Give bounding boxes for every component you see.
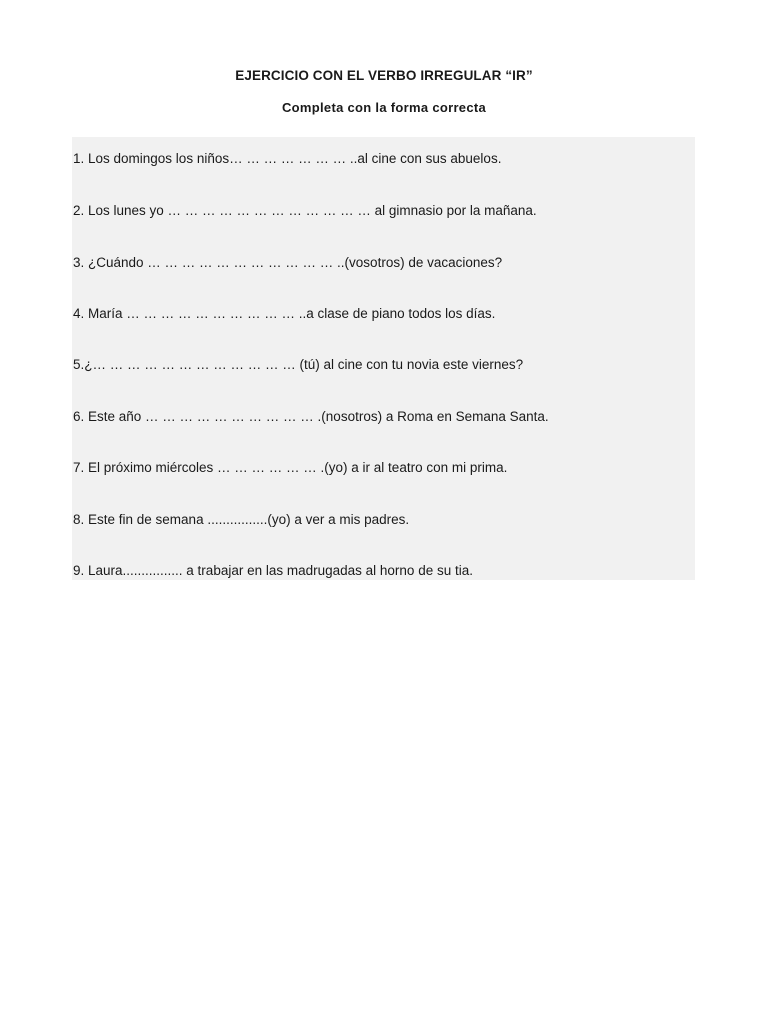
document-subtitle: Completa con la forma correcta bbox=[281, 100, 487, 115]
exercise-item-1: 1. Los domingos los niños… … … … … … … ..al cine con sus abuelos. bbox=[73, 151, 502, 166]
exercise-item-2: 2. Los lunes yo … … … … … … … … … … … … al gimnasio por la mañana. bbox=[73, 203, 537, 218]
document-title: EJERCICIO CON EL VERBO IRREGULAR “IR” bbox=[235, 68, 533, 83]
exercise-item-9: 9. Laura................ a trabajar en las madrugadas al horno de su tia. bbox=[73, 563, 473, 578]
exercise-item-5: 5.¿… … … … … … … … … … … … (tú) al cine con tu novia este viernes? bbox=[73, 357, 524, 372]
exercise-item-4: 4. María … … … … … … … … … … ..a clase de piano todos los días. bbox=[73, 306, 496, 321]
exercise-item-8: 8. Este fin de semana ................(yo) a ver a mis padres. bbox=[73, 512, 410, 527]
exercise-item-7: 7. El próximo miércoles … … … … … … .(yo) a ir al teatro con mi prima. bbox=[73, 460, 508, 475]
exercise-item-6: 6. Este año … … … … … … … … … … .(nosotros) a Roma en Semana Santa. bbox=[73, 409, 549, 424]
exercise-item-3: 3. ¿Cuándo … … … … … … … … … … … ..(vosotros) de vacaciones? bbox=[73, 255, 503, 270]
